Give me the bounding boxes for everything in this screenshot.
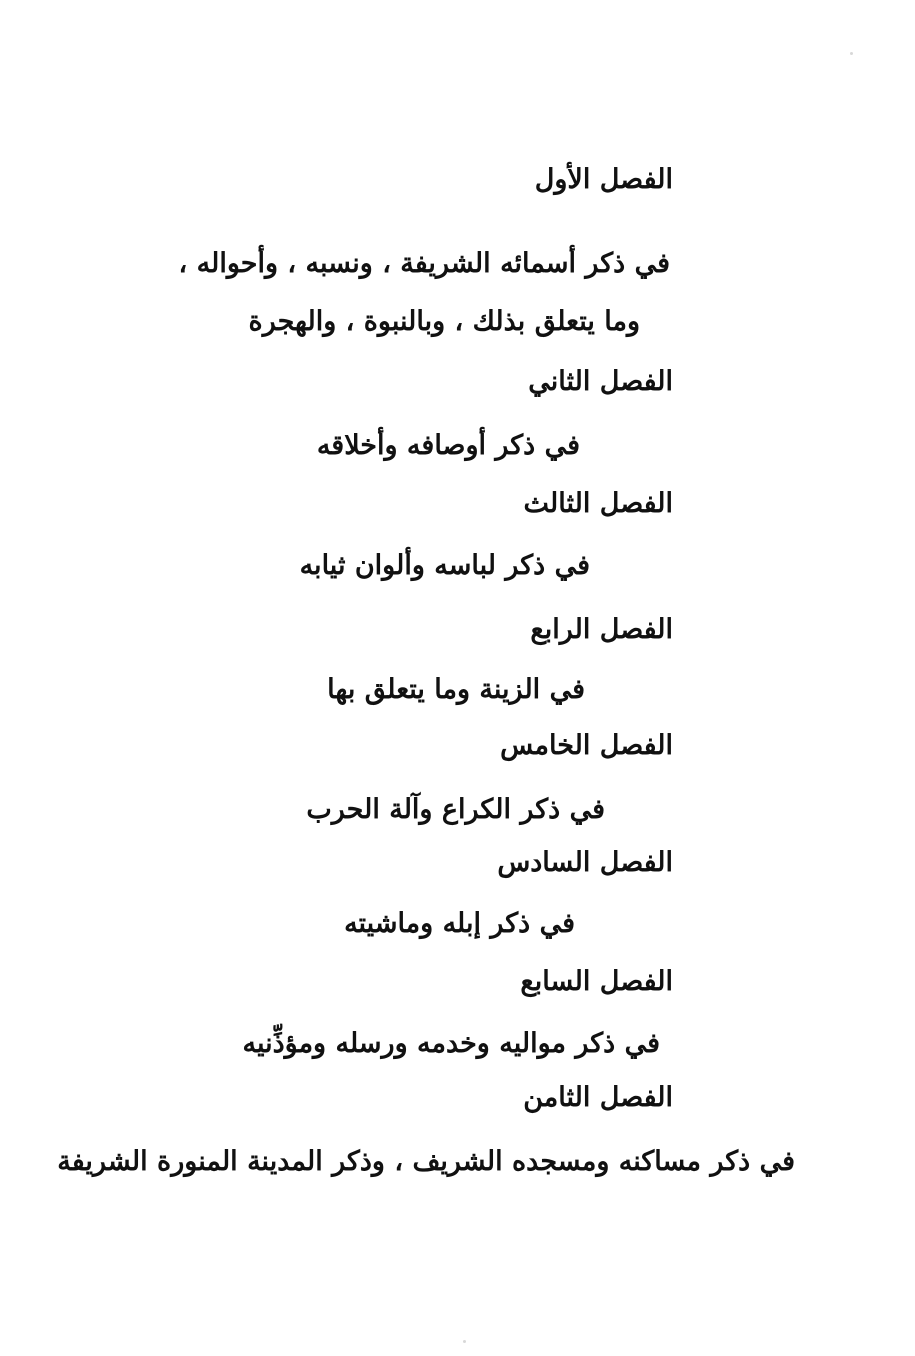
- chapter-4-title: الفصل الرابع: [530, 614, 673, 645]
- chapter-1-description-line-2: وما يتعلق بذلك ، وبالنبوة ، والهجرة: [248, 306, 640, 337]
- chapter-1-title: الفصل الأول: [534, 164, 673, 195]
- chapter-5-description: في ذكر الكراع وآلة الحرب: [306, 794, 605, 825]
- chapter-2-description: في ذكر أوصافه وأخلاقه: [316, 430, 580, 461]
- chapter-8-title: الفصل الثامن: [523, 1082, 673, 1113]
- scan-speck: [463, 1340, 466, 1343]
- chapter-2-title: الفصل الثاني: [528, 366, 673, 397]
- chapter-6-title: الفصل السادس: [497, 847, 673, 878]
- chapter-7-description: في ذكر مواليه وخدمه ورسله ومؤذِّنيه: [242, 1028, 660, 1059]
- chapter-3-title: الفصل الثالث: [523, 488, 673, 519]
- chapter-3-description: في ذكر لباسه وألوان ثيابه: [299, 550, 590, 581]
- chapter-7-title: الفصل السابع: [520, 966, 673, 997]
- chapter-4-description: في الزينة وما يتعلق بها: [327, 674, 585, 705]
- chapter-1-description-line-1: في ذكر أسمائه الشريفة ، ونسبه ، وأحواله ،: [178, 248, 670, 279]
- scan-speck: [850, 52, 853, 55]
- chapter-5-title: الفصل الخامس: [500, 730, 673, 761]
- chapter-6-description: في ذكر إبله وماشيته: [344, 908, 575, 939]
- chapter-8-description: في ذكر مساكنه ومسجده الشريف ، وذكر المدينة المنورة الشريفة: [57, 1146, 795, 1177]
